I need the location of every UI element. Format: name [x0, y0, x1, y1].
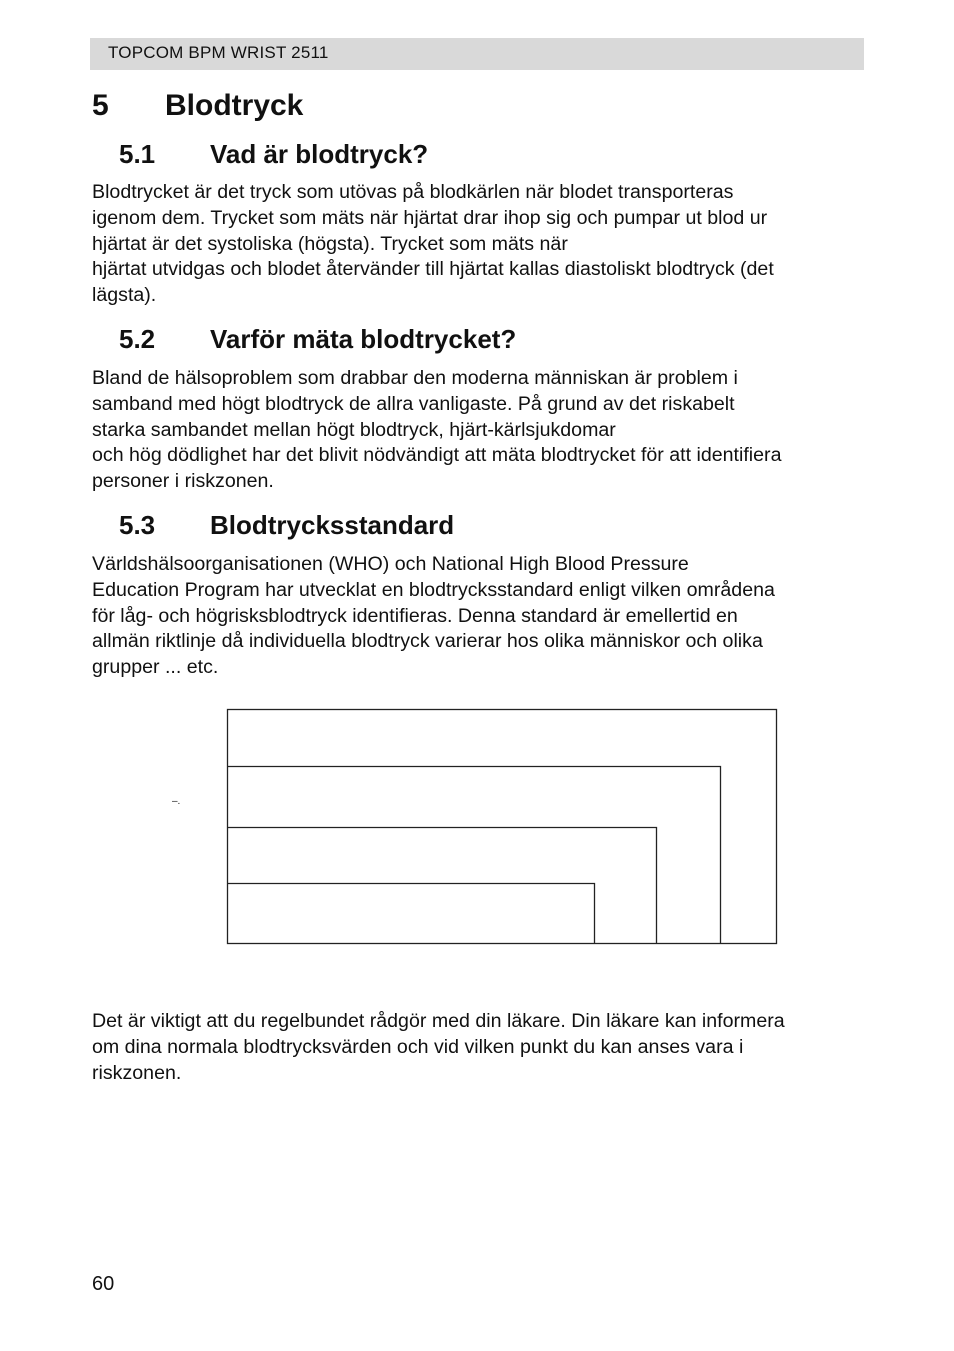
paragraph-line: för låg- och högrisksblodtryck identifieras. Denna standard är emellertid en: [92, 604, 738, 627]
closing-paragraph: [92, 1009, 872, 1086]
paragraph-line: riskzonen.: [92, 1061, 182, 1084]
paragraph-line: personer i riskzonen.: [92, 470, 274, 493]
page-number: 60: [92, 1273, 115, 1295]
paragraph-line: grupper ... etc.: [92, 656, 219, 679]
section-title: Varför mäta blodtrycket?: [210, 324, 517, 354]
section-number: 5.3: [119, 510, 156, 540]
zone-boundary-normal: [228, 828, 657, 944]
paragraph-line: allmän riktlinje då individuella blodtryck varierar hos olika människor och olika: [92, 630, 763, 653]
header-title: TOPCOM BPM WRIST 2511: [108, 43, 329, 62]
paragraph-line: Blodtrycket är det tryck som utövas på blodkärlen när blodet transporteras: [92, 181, 734, 203]
section-title: Blodtrycksstandard: [210, 510, 455, 540]
paragraph-line: Det är viktigt att du regelbundet rådgör med din läkare. Din läkare kan informera: [92, 1010, 785, 1032]
paragraph-line: Bland de hälsoproblem som drabbar den moderna människan är problem i: [92, 367, 738, 389]
outer-zone-frame: [228, 710, 777, 944]
zone-boundary-high: [228, 767, 721, 944]
axis-tick-label: –.: [172, 796, 181, 807]
paragraph-line: om dina normala blodtrycksvärden och vid vilken punkt du kan anses vara i: [92, 1035, 744, 1058]
chapter-title: Blodtryck: [165, 89, 304, 122]
paragraph-line: lägsta).: [92, 284, 157, 307]
section-number: 5.1: [119, 139, 156, 169]
chapter-number: 5: [92, 89, 109, 122]
zone-boundary-optimal: [228, 884, 595, 944]
paragraph-line: starka sambandet mellan högt blodtryck, hjärt-kärlsjukdomar: [92, 418, 616, 441]
paragraph-line: Education Program har utvecklat en blodtrycksstandard enligt vilken områdena: [92, 578, 775, 601]
paragraph-line: Världshälsoorganisationen (WHO) och National High Blood Pressure: [92, 553, 689, 575]
paragraph-line: och hög dödlighet har det blivit nödvändigt att mäta blodtrycket för att identifiera: [92, 444, 782, 467]
paragraph-line: igenom dem. Trycket som mäts när hjärtat drar ihop sig och pumpar ut blod ur: [92, 206, 768, 229]
paragraph-line: hjärtat är det systoliska (högsta). Trycket som mäts när: [92, 232, 568, 255]
paragraph-line: samband med högt blodtryck de allra vanligaste. På grund av det riskabelt: [92, 392, 735, 415]
section-number: 5.2: [119, 324, 156, 354]
paragraph-line: hjärtat utvidgas och blodet återvänder till hjärtat kallas diastoliskt blodtryck (det: [92, 258, 774, 281]
section-title: Vad är blodtryck?: [210, 139, 429, 169]
